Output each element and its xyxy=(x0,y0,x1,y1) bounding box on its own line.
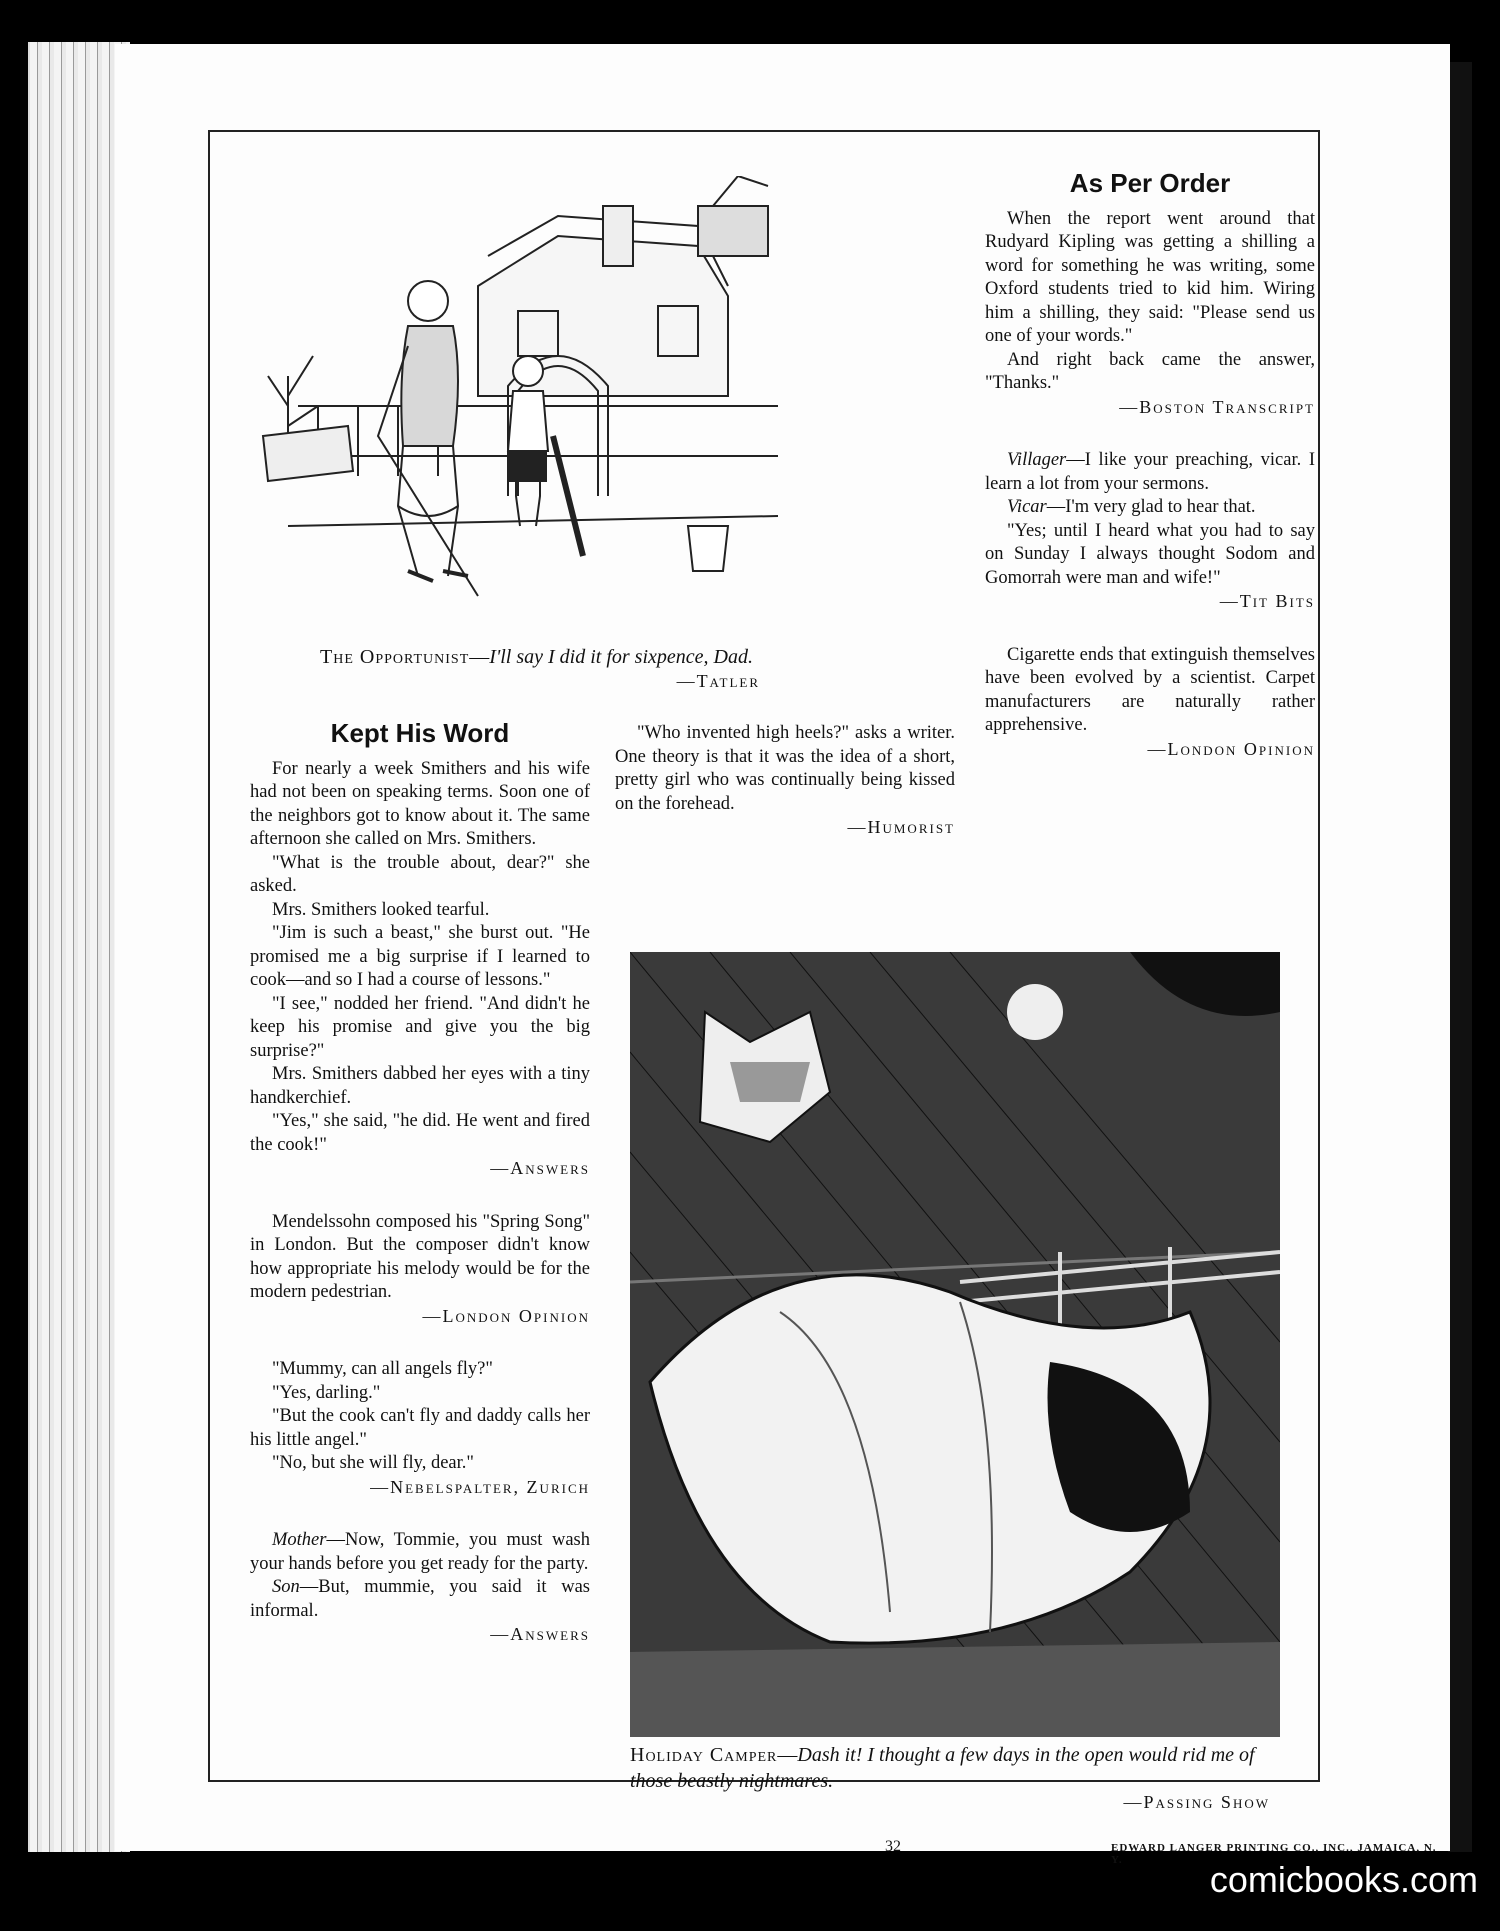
holiday-camper-illustration xyxy=(630,952,1280,1737)
mendelssohn-source: —London Opinion xyxy=(422,1305,590,1326)
as-per-order-p2: And right back came the answer, "Thanks." xyxy=(985,349,1315,393)
kept-p4: "Jim is such a beast," she burst out. "He promised me a big surprise if I learned to cook—and so I had a course of lessons." xyxy=(250,923,590,990)
angels-l2: "Yes, darling." xyxy=(272,1382,381,1403)
kept-p7: "Yes," she said, "he did. He went and fired the cook!" xyxy=(250,1111,590,1155)
kept-p5: "I see," nodded her friend. "And didn't he keep his promise and give you the big surprise?" xyxy=(250,993,590,1061)
angels-l4: "No, but she will fly, dear." xyxy=(272,1453,474,1473)
holiday-camper-label: Holiday Camper xyxy=(630,1744,778,1766)
site-watermark: comicbooks.com xyxy=(1209,1859,1478,1900)
villager-speaker: Villager xyxy=(1007,450,1067,470)
cigarette-source: —London Opinion xyxy=(1147,738,1315,759)
villager-line3: "Yes; until I heard what you had to say on Sunday I always thought Sodom and Gomorrah were man and wife!" xyxy=(985,520,1315,588)
vicar-line xyxy=(985,496,1315,520)
son-speaker: Son xyxy=(272,1577,300,1597)
villager-source: —Tit Bits xyxy=(1219,591,1315,611)
kept-p6: Mrs. Smithers dabbed her eyes with a tiny handkerchief. xyxy=(250,1064,590,1108)
opportunist-illustration xyxy=(258,176,778,636)
middle-column xyxy=(615,722,955,840)
heels-text: "Who invented high heels?" asks a writer. One theory is that it was the idea of a short, pretty girl who was continually being kissed on the forehead. xyxy=(615,723,955,814)
villager-text: —I like your preaching, vicar. I learn a lot from your sermons. xyxy=(985,450,1315,494)
mother-text: —Now, Tommie, you must wash your hands before you get ready for the party. xyxy=(250,1530,590,1574)
kept-p2: "What is the trouble about, dear?" she asked. xyxy=(250,852,590,896)
mother-source: —Answers xyxy=(490,1624,590,1644)
opportunist-source: —Tatler xyxy=(676,671,760,691)
mother-line xyxy=(250,1529,590,1576)
binding-shadow xyxy=(1448,62,1472,1852)
vicar-speaker: Vicar xyxy=(1007,497,1047,517)
printer-imprint: EDWARD LANGER PRINTING CO., INC., JAMAICA, N. Y. xyxy=(1111,1842,1437,1866)
angels-l3: "But the cook can't fly and daddy calls her his little angel." xyxy=(250,1406,590,1450)
as-per-order-p1: When the report went around that Rudyard Kipling was getting a shilling a word for something he was writing, some Oxford students tried to kid him. Wiring him a shilling, they said: "Please send us one of your words." xyxy=(985,208,1315,346)
kept-p1: For nearly a week Smithers and his wife had not been on speaking terms. Soon one of the neighbors got to know about it. The same afternoon she called on Mrs. Smithers. xyxy=(250,758,590,849)
mother-speaker: Mother xyxy=(272,1530,327,1550)
as-per-order-source: —Boston Transcript xyxy=(1119,396,1315,417)
son-text: —But, mummie, you said it was informal. xyxy=(250,1577,590,1621)
angels-l1: "Mummy, can all angels fly?" xyxy=(272,1359,493,1379)
angels-source: —Nebelspalter, Zurich xyxy=(370,1476,590,1497)
mendelssohn-text: Mendelssohn composed his "Spring Song" in London. But the composer didn't know how appropriate his melody would be for the modern pedestrian. xyxy=(250,1211,590,1302)
opportunist-label: The Opportunist xyxy=(320,646,470,668)
kept-p3: Mrs. Smithers looked tearful. xyxy=(272,899,490,920)
holiday-camper-caption: Holiday Camper—Dash it! I thought a few days in the open would rid me of those beastly nightmares. xyxy=(630,1744,1255,1792)
kept-his-word-title: Kept His Word xyxy=(330,718,510,748)
holiday-camper-source: —Passing Show xyxy=(1123,1792,1270,1812)
cigarette-text: Cigarette ends that extinguish themselves have been evolved by a scientist. Carpet manufacturers are naturally rather apprehensive. xyxy=(985,644,1315,735)
opportunist-quote: I'll say I did it for sixpence, Dad. xyxy=(489,646,753,668)
holiday-camper-quote: Dash it! I thought a few days in the open would rid me of those beastly nightmares. xyxy=(630,1744,1255,1792)
kept-source: —Answers xyxy=(490,1158,590,1178)
as-per-order-title: As Per Order xyxy=(1069,168,1231,198)
page-number: 32 xyxy=(885,1838,901,1855)
son-line xyxy=(250,1576,590,1623)
vicar-text: —I'm very glad to hear that. xyxy=(1046,497,1256,517)
heels-source: —Humorist xyxy=(847,817,955,837)
right-column xyxy=(985,168,1315,761)
magazine-page xyxy=(115,44,1450,1866)
opportunist-caption: The Opportunist—I'll say I did it for sixpence, Dad. xyxy=(320,646,753,668)
page-border xyxy=(208,130,1320,1812)
villager-line1 xyxy=(985,449,1315,496)
left-column xyxy=(250,718,590,1647)
